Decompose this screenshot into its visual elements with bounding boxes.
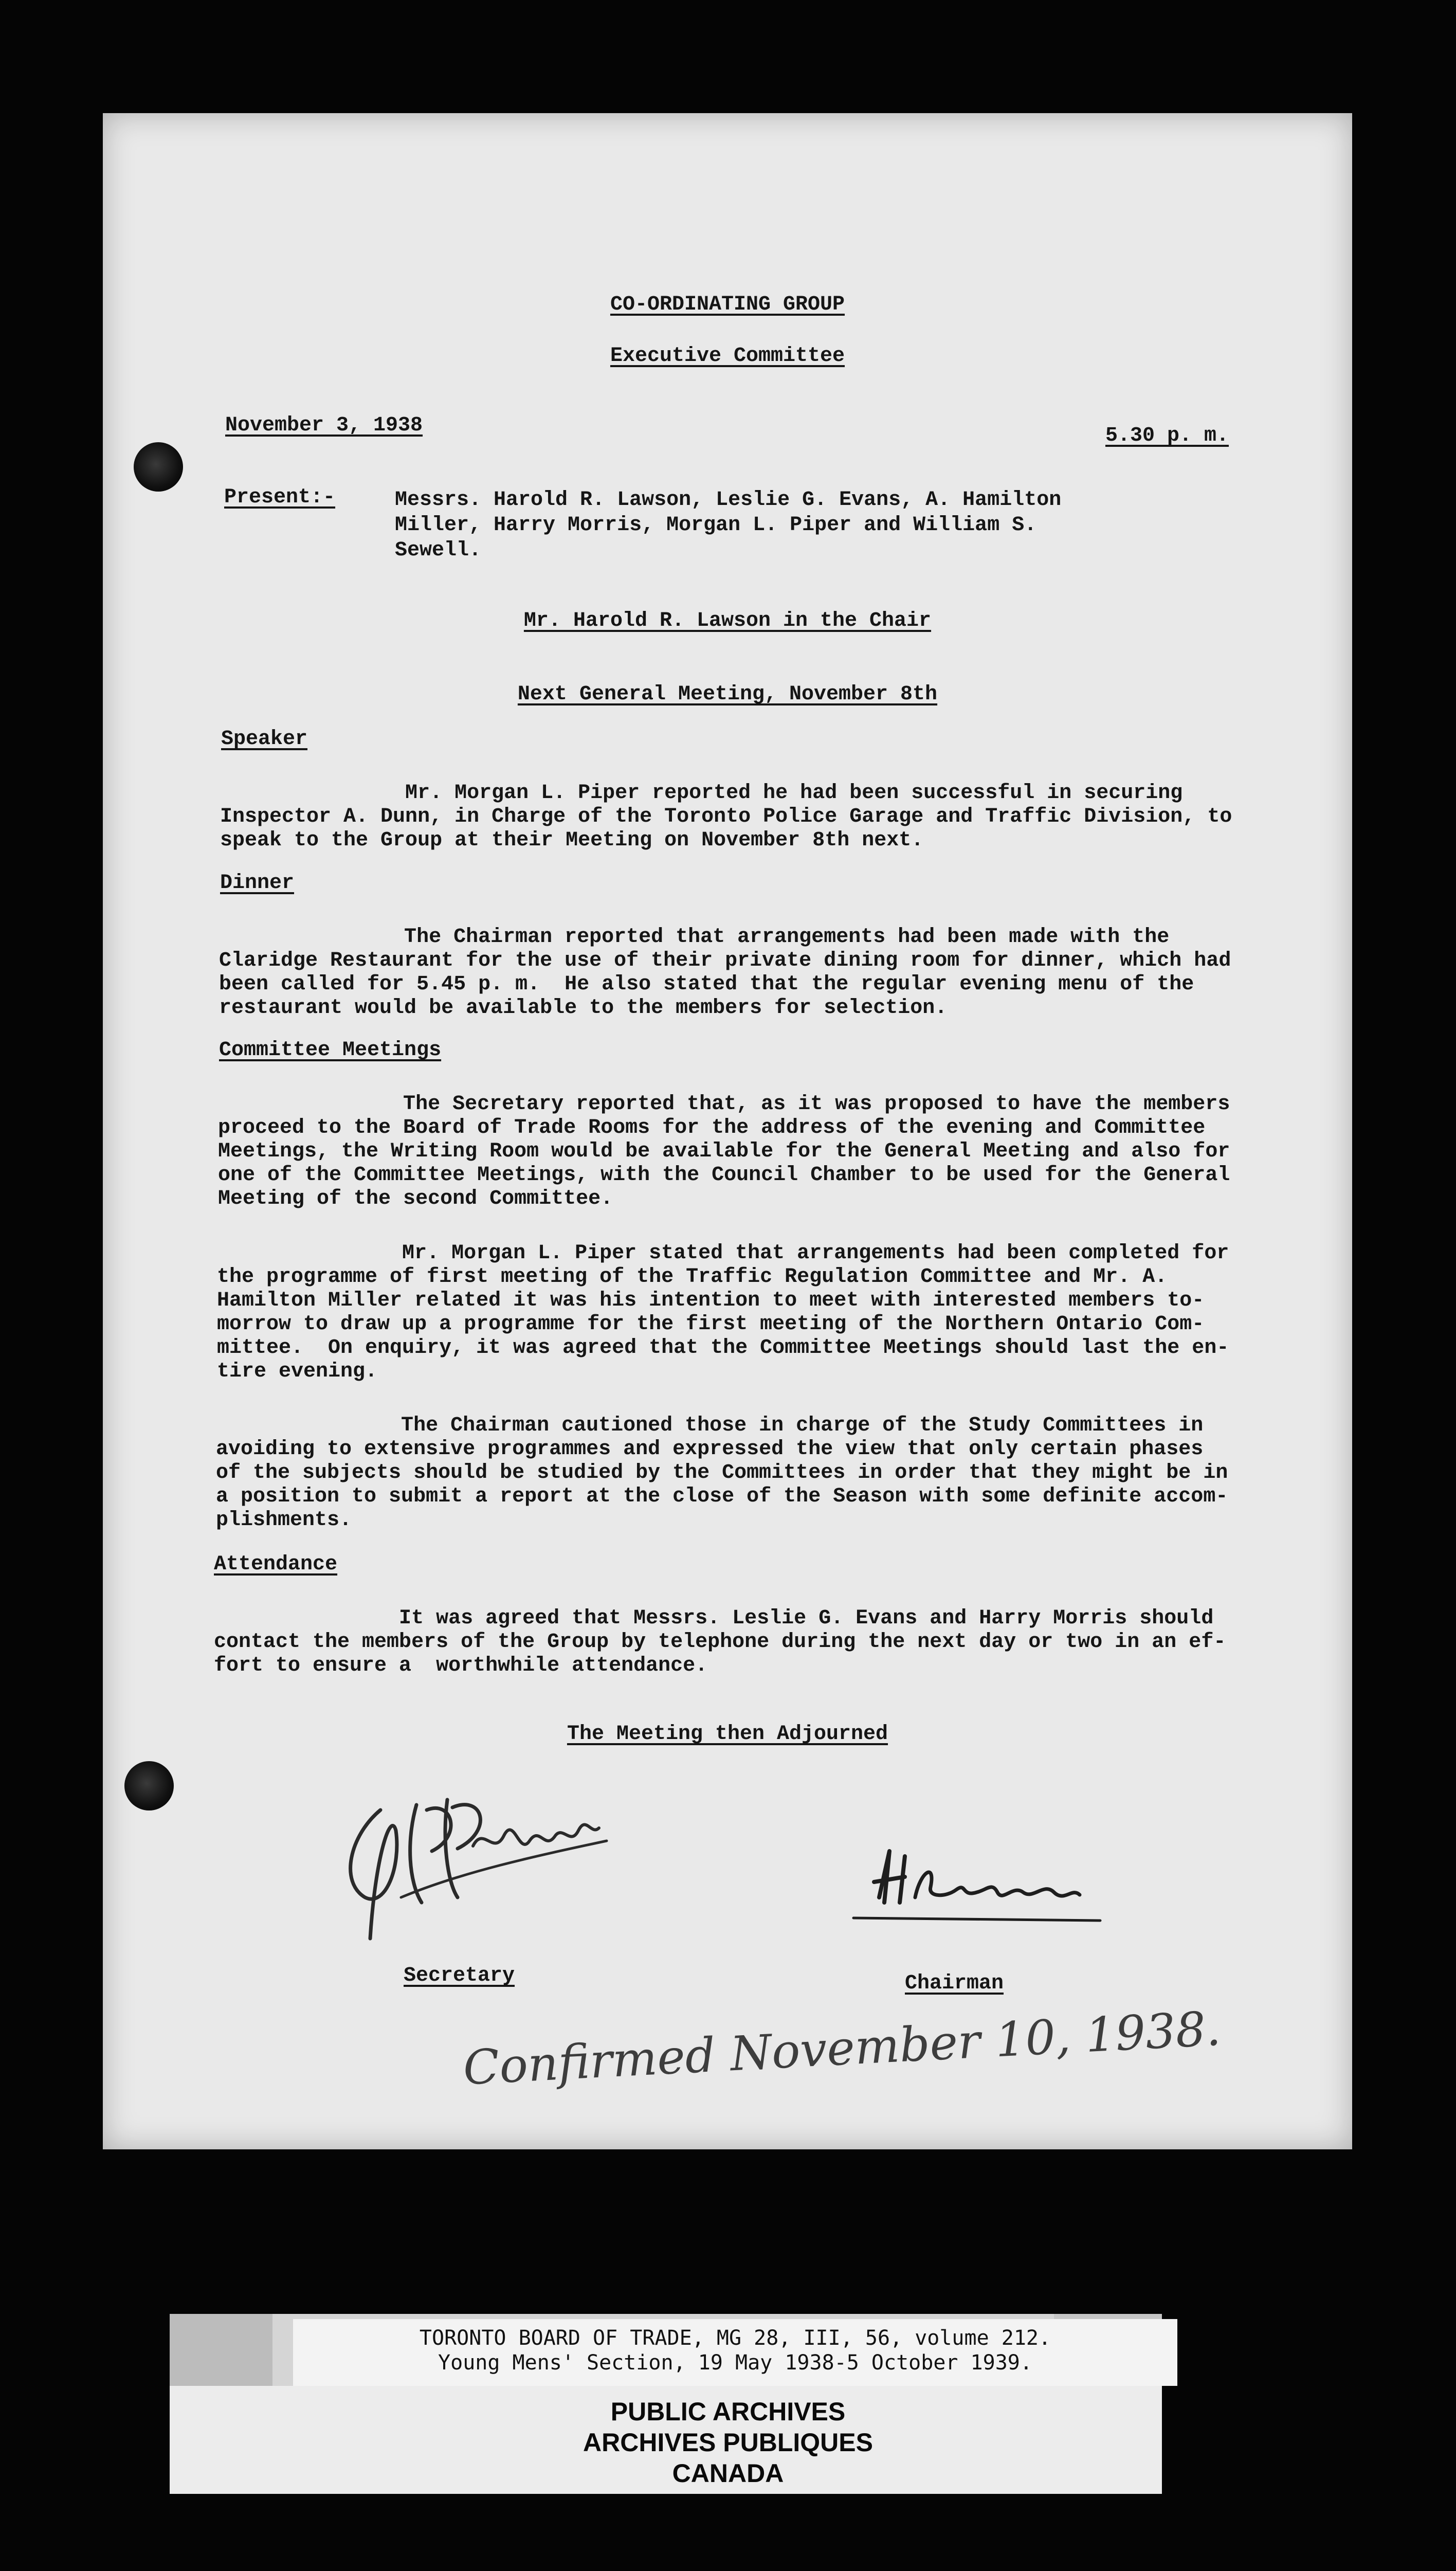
reference-label — [293, 2319, 1177, 2386]
committee-para3-line: plishments. — [216, 1509, 352, 1532]
committee-para3-line: of the subjects should be studied by the Committees in order that they might be in — [216, 1461, 1228, 1484]
chairman-signature — [843, 1841, 1111, 1928]
adjourned-line: The Meeting then Adjourned — [567, 1723, 888, 1746]
meeting-date: November 3, 1938 — [225, 414, 423, 437]
archives-stamp-line-3: CANADA — [672, 2459, 784, 2488]
speaker-line: speak to the Group at their Meeting on November 8th next. — [220, 829, 924, 852]
section-heading-speaker: Speaker — [221, 728, 308, 751]
dinner-line: The Chairman reported that arrangements had been made with the — [219, 926, 1170, 949]
attendance-line: contact the members of the Group by telephone during the next day or two in an ef- — [214, 1631, 1226, 1654]
committee-para3-line: avoiding to extensive programmes and expressed the view that only certain phases — [216, 1438, 1204, 1461]
present-line: Sewell. — [395, 539, 482, 562]
committee-para2-line: Mr. Morgan L. Piper stated that arrangements had been completed for — [217, 1242, 1229, 1265]
committee-para3-line: The Chairman cautioned those in charge of the Study Committees in — [216, 1414, 1204, 1437]
document-subheading: Executive Committee — [610, 345, 845, 368]
attendance-line: fort to ensure a worthwhile attendance. — [214, 1654, 708, 1677]
document-page — [103, 113, 1352, 2149]
section-heading-attendance: Attendance — [214, 1553, 338, 1576]
dinner-line: been called for 5.45 p. m. He also stated that the regular evening menu of the — [219, 973, 1194, 996]
document-heading: CO-ORDINATING GROUP — [610, 293, 845, 316]
chairman-label: Chairman — [905, 1972, 1004, 1995]
section-heading-dinner: Dinner — [220, 872, 295, 895]
committee-para1-line: proceed to the Board of Trade Rooms for the address of the evening and Committee — [218, 1116, 1206, 1139]
dinner-line: restaurant would be available to the members for selection. — [219, 997, 948, 1020]
committee-para2-line: tire evening. — [217, 1360, 378, 1383]
secretary-signature — [319, 1779, 658, 1949]
present-line: Messrs. Harold R. Lawson, Leslie G. Evans, A. Hamilton — [395, 488, 1062, 512]
speaker-line: Mr. Morgan L. Piper reported he had been successful in securing — [220, 782, 1183, 805]
committee-para2-line: Hamilton Miller related it was his intention to meet with interested members to- — [217, 1289, 1205, 1312]
attendance-line: It was agreed that Messrs. Leslie G. Evans and Harry Morris should — [214, 1607, 1214, 1630]
handwritten-confirmation: Confirmed November 10, 1938. — [462, 2001, 1223, 2096]
committee-para2-line: morrow to draw up a programme for the first meeting of the Northern Ontario Com- — [217, 1313, 1205, 1336]
committee-para2-line: mittee. On enquiry, it was agreed that the Committee Meetings should last the en- — [217, 1336, 1229, 1360]
dinner-line: Claridge Restaurant for the use of their private dining room for dinner, which had — [219, 949, 1231, 972]
section-heading-committee: Committee Meetings — [219, 1039, 442, 1062]
archives-stamp-line-2: ARCHIVES PUBLIQUES — [583, 2428, 873, 2457]
archives-stamp-line-1: PUBLIC ARCHIVES — [610, 2397, 846, 2426]
reference-line-1: TORONTO BOARD OF TRADE, MG 28, III, 56, volume 212. — [419, 2326, 1051, 2350]
committee-para2-line: the programme of first meeting of the Traffic Regulation Committee and Mr. A. — [217, 1265, 1168, 1289]
meeting-time: 5.30 p. m. — [1105, 424, 1229, 447]
chair-line: Mr. Harold R. Lawson in the Chair — [523, 609, 932, 632]
committee-para1-line: The Secretary reported that, as it was proposed to have the members — [218, 1093, 1230, 1116]
present-label: Present:- — [224, 486, 336, 509]
present-line: Miller, Harry Morris, Morgan L. Piper and William S. — [395, 514, 1037, 537]
reference-line-2: Young Mens' Section, 19 May 1938-5 October 1939. — [438, 2351, 1032, 2375]
committee-para3-line: a position to submit a report at the close of the Season with some definite accom- — [216, 1485, 1228, 1508]
committee-para1-line: one of the Committee Meetings, with the Council Chamber to be used for the General — [218, 1164, 1230, 1187]
meeting-title: Next General Meeting, November 8th — [517, 683, 938, 706]
committee-para1-line: Meeting of the second Committee. — [218, 1187, 613, 1210]
punch-hole-bottom — [124, 1761, 174, 1810]
speaker-line: Inspector A. Dunn, in Charge of the Toronto Police Garage and Traffic Division, to — [220, 805, 1232, 828]
committee-para1-line: Meetings, the Writing Room would be available for the General Meeting and also for — [218, 1140, 1230, 1163]
secretary-label: Secretary — [404, 1964, 515, 1987]
punch-hole-top — [134, 442, 183, 492]
